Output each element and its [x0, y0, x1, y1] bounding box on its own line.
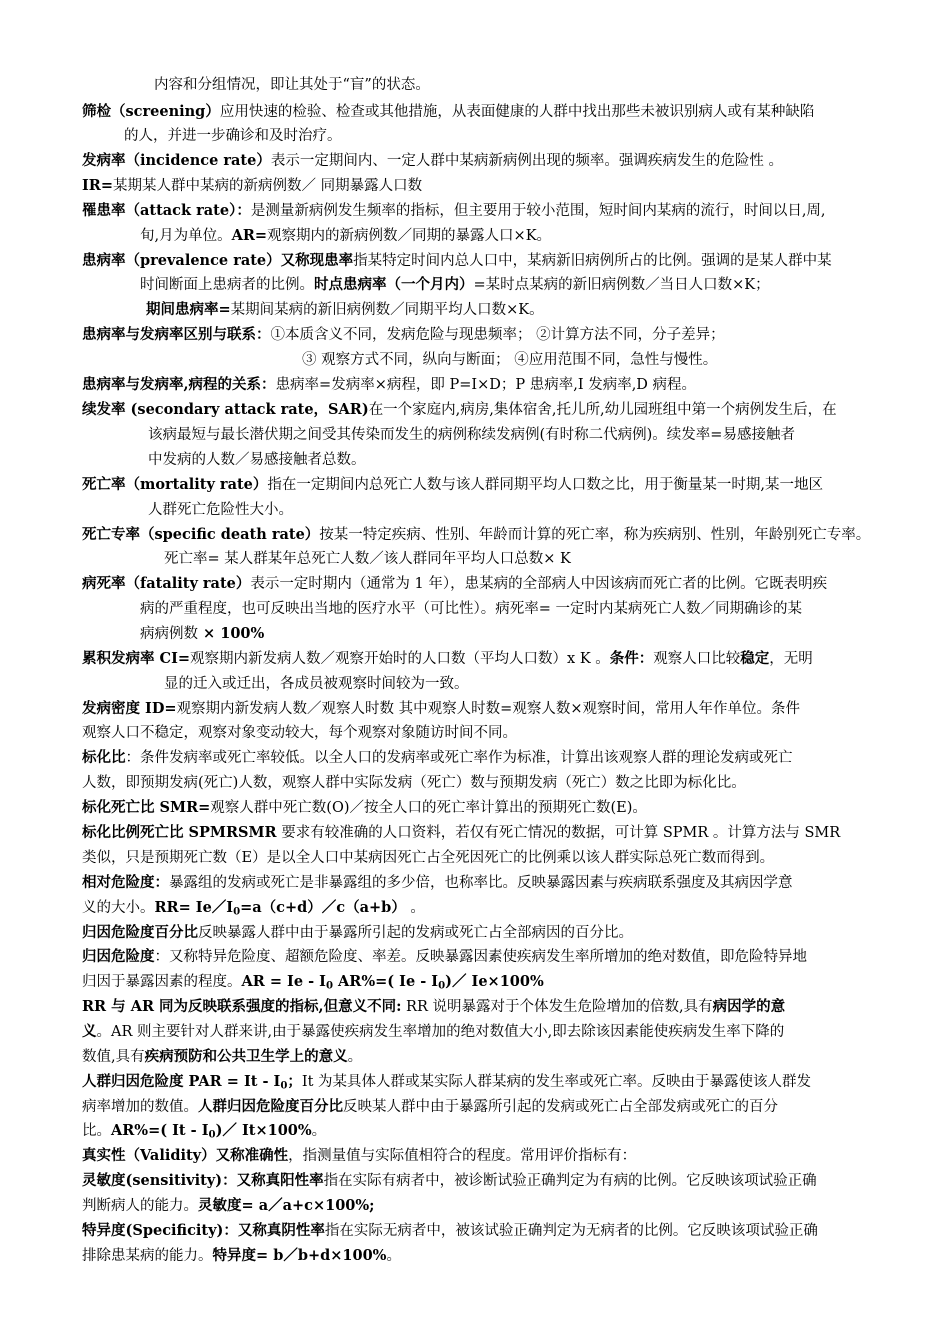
bold-term: 真实性（Validity）又称准确性 — [82, 1147, 289, 1164]
text-line — [140, 625, 950, 643]
text-run: 指在实际无病者中，被该试验正确判定为无病者的比例。它反映该项试验正确 — [324, 1223, 818, 1239]
text-run: 某期某人群中某病的新病例数／ 同期暴露人口数 — [112, 178, 423, 194]
text-run: 表示一定时期内（通常为 1 年），患某病的全部病人中因该病而死亡者的比例。它既表明疾 — [250, 576, 828, 592]
subscript: 0 — [280, 1079, 288, 1091]
text-run: 死亡率= 某人群某年总死亡人数／该人群同年平均人口总数× K — [164, 551, 571, 567]
text-run: 指某特定时间内总人口中，某病新旧病例所占的比例。强调的是某人群中某 — [353, 253, 832, 269]
text-run: 归因于暴露因素的程度。 — [82, 974, 242, 990]
text-line — [82, 774, 912, 792]
text-run: ，无明 — [769, 651, 813, 667]
text-run: 反映暴露人群中由于暴露所引起的发病或死亡占全部病因的百分比。 — [198, 925, 633, 941]
bold-term: 续发率 (secondary attack rate，SAR) — [82, 401, 369, 418]
text-line — [82, 202, 912, 220]
text-run: 的人，并进一步确诊和及时治疗。 — [124, 128, 342, 144]
text-run: 人数，即预期发病(死亡)人数，观察人群中实际发病（死亡）数与预期发病（死亡）数之比即为标化比。 — [82, 775, 746, 791]
bold-term: 人群归因危险度 PAR = It - I — [82, 1073, 281, 1090]
text-run: 指在实际有病者中，被诊断试验正确判定为有病的比例。它反映该项试验正确 — [323, 1173, 817, 1189]
text-line — [82, 1073, 912, 1091]
text-line — [82, 924, 912, 942]
text-line — [82, 1122, 912, 1140]
text-run: ③ 观察方式不同，纵向与断面； ④应用范围不同，急性与慢性。 — [302, 352, 718, 368]
bold-term: 稳定 — [740, 650, 770, 667]
text-run: ①本质含义不同，发病危险与现患频率； ②计算方法不同，分子差异； — [270, 327, 725, 343]
text-line — [82, 1023, 912, 1041]
text-run: 观察期内新发病人数／观察人时数 其中观察人时数=观察人数×观察时间，常用人年作单位。条件 — [176, 701, 800, 717]
text-line — [124, 127, 950, 145]
text-line — [140, 600, 950, 618]
text-line — [148, 451, 950, 469]
text-run: 表示一定期间内、一定人群中某病新病例出现的频率。强调疾病发生的危险性 。 — [270, 153, 783, 169]
bold-term: 人群归因危险度百分比 — [198, 1098, 343, 1115]
text-line — [302, 351, 950, 369]
text-run: 排除患某病的能力。 — [82, 1248, 213, 1264]
text-run: 该病最短与最长潜伏期之间受其传染而发生的病例称续发病例(有时称二代病例)。续发率=易感接触者 — [148, 427, 795, 443]
text-line — [82, 899, 912, 917]
bold-term: RR= Ie／I — [154, 899, 234, 916]
bold-term: 死亡专率（specific death rate） — [82, 526, 320, 543]
bold-term: 特异度= b／b+d×100% — [212, 1247, 387, 1264]
bold-term: )／ It×100% — [215, 1122, 312, 1139]
bold-term: 疾病预防和公共卫生学上的意义 — [144, 1048, 348, 1065]
bold-term: RR 与 AR 同为反映联系强度的指标,但意义不同: — [82, 998, 402, 1015]
text-run: 按某一特定疾病、性别、年龄而计算的死亡率，称为疾病别、性别，年龄别死亡专率。 — [319, 527, 871, 543]
text-line — [140, 276, 950, 294]
text-run: 类似，只是预期死亡数（E）是以全人口中某病因死亡占全死因死亡的比例乘以该人群实际总死亡数而得到。 — [82, 850, 775, 866]
text-line — [82, 376, 912, 394]
bold-term: 发病密度 ID= — [82, 700, 177, 717]
text-line — [148, 501, 950, 519]
text-run: 人群死亡危险性大小。 — [148, 502, 293, 518]
bold-term: 标化死亡比 SMR= — [82, 799, 211, 816]
bold-term: 特异度(Specificity)：又称真阴性率 — [82, 1222, 325, 1239]
text-run: 比。 — [82, 1123, 111, 1139]
text-line — [140, 227, 950, 245]
text-run: 观察期内的新病例数／同期的暴露人口×K。 — [267, 228, 552, 244]
bold-term: 死亡率（mortality rate） — [82, 476, 268, 493]
text-line — [82, 401, 912, 419]
subscript: 0 — [208, 1128, 216, 1140]
text-run: ：条件发病率或死亡率较低。以全人口的发病率或死亡率作为标准，计算出该观察人群的理论发病或死亡 — [125, 750, 793, 766]
text-run: 义的大小。 — [82, 900, 155, 916]
bold-term: IR= — [82, 177, 113, 194]
bold-term: 标化比 — [82, 749, 126, 766]
subscript: 0 — [438, 979, 446, 991]
bold-term: 标化比例死亡比 SPMRSMR — [82, 824, 277, 841]
text-line — [82, 650, 912, 668]
text-run: 显的迁入或迁出，各成员被观察时间较为一致。 — [164, 676, 469, 692]
text-run: 观察人群中死亡数(O)／按全人口的死亡率计算出的预期死亡数(E)。 — [210, 800, 647, 816]
bold-term: AR= — [231, 227, 268, 244]
text-run: 病率增加的数值。 — [82, 1099, 198, 1115]
text-line — [164, 550, 950, 568]
text-run: ：又称特异危险度、超额危险度、率差。反映暴露因素使疾病发生率所增加的绝对数值，即危险特异地 — [154, 949, 807, 965]
text-run: 。 — [311, 1123, 327, 1139]
text-run: 病病例数 — [140, 626, 198, 642]
text-line — [82, 1197, 912, 1215]
text-run: 观察人口比较 — [653, 651, 741, 667]
bold-term: AR = Ie - I — [241, 973, 326, 990]
text-line — [82, 799, 912, 817]
text-line — [82, 724, 912, 742]
text-line — [82, 1172, 912, 1190]
bold-term: 条件： — [609, 650, 654, 667]
bold-term: 灵敏度(sensitivity)：又称真阳性率 — [82, 1172, 324, 1189]
bold-term: )／ Ie×100% — [445, 973, 544, 990]
text-run: 旬,月为单位。 — [140, 228, 232, 244]
bold-term: =a（c+d）／c（a+b） — [240, 899, 406, 916]
text-run: 中发病的人数／易感接触者总数。 — [148, 452, 366, 468]
text-line — [148, 426, 950, 444]
bold-term: 发病率（incidence rate） — [82, 152, 271, 169]
text-run: It 为某具体人群或某实际人群某病的发生率或死亡率。反映由于暴露使该人群发 — [301, 1074, 812, 1090]
text-run: 。 — [405, 900, 425, 916]
bold-term: AR%=( Ie - I — [333, 973, 439, 990]
text-run: RR 说明暴露对于个体发生危险增加的倍数,具有 — [401, 999, 713, 1015]
text-run: 时间断面上患病者的比例。 — [140, 277, 314, 293]
text-line — [154, 76, 950, 94]
bold-term: 灵敏度= a／a+c×100%; — [198, 1197, 375, 1214]
bold-term: 病因学的意 — [712, 998, 786, 1015]
bold-term: 病死率（fatality rate） — [82, 575, 251, 592]
bold-term: 期间患病率= — [146, 301, 231, 318]
bold-term: 患病率（prevalence rate）又称现患率 — [82, 252, 354, 269]
bold-term: 时点患病率（一个月内） — [314, 276, 474, 293]
text-run: 某期间某病的新旧病例数／同期平均人口数×K。 — [230, 302, 544, 318]
text-line — [82, 700, 912, 718]
text-line — [82, 575, 912, 593]
text-line — [82, 526, 912, 544]
text-line — [82, 973, 912, 991]
text-run: 数值,具有 — [82, 1049, 145, 1065]
text-line — [82, 1147, 912, 1165]
text-run: 内容和分组情况，即让其处于“盲”的状态。 — [154, 77, 430, 93]
text-run: 在一个家庭内,病房,集体宿舍,托儿所,幼儿园班组中第一个病例发生后，在 — [368, 402, 837, 418]
text-line — [82, 1048, 912, 1066]
text-line — [82, 326, 912, 344]
bold-term: 相对危险度： — [82, 874, 169, 891]
text-line — [82, 1222, 912, 1240]
bold-term: ； — [287, 1073, 302, 1090]
text-run: 反映某人群中由于暴露所引起的发病或死亡占全部发病或死亡的百分 — [343, 1099, 778, 1115]
bold-term: 累积发病率 CI= — [82, 650, 191, 667]
text-run: 应用快速的检验、检查或其他措施，从表面健康的人群中找出那些未被识别病人或有某种缺陷 — [219, 104, 815, 120]
text-line — [82, 849, 912, 867]
text-run: 暴露组的发病或死亡是非暴露组的多少倍，也称率比。反映暴露因素与疾病联系强度及其病因学意 — [169, 875, 793, 891]
bold-term: AR%=( It - I — [111, 1122, 209, 1139]
text-line — [82, 252, 912, 270]
text-line — [82, 749, 912, 767]
text-run: 。 — [386, 1248, 401, 1264]
bold-term: 患病率与发病率区别与联系： — [82, 326, 271, 343]
text-run: 要求有较准确的人口资料，若仅有死亡情况的数据，可计算 SPMR 。计算方法与 SMR — [276, 825, 841, 841]
text-line — [82, 152, 912, 170]
bold-term: 归因危险度百分比 — [82, 924, 198, 941]
text-line — [82, 874, 912, 892]
bold-term: 义 — [82, 1023, 97, 1040]
bold-term: × 100% — [198, 625, 265, 642]
bold-term: 罹患率（attack rate）： — [82, 202, 251, 219]
bold-term: 筛检（screening） — [82, 103, 220, 120]
bold-term: 归因危险度 — [82, 948, 155, 965]
text-run: 。 — [347, 1049, 363, 1065]
subscript: 0 — [325, 979, 333, 991]
text-line — [82, 476, 912, 494]
text-run: =某时点某病的新旧病例数／当日人口数×K； — [473, 277, 770, 293]
text-run: ，指测量值与实际值相符合的程度。常用评价指标有： — [288, 1148, 637, 1164]
text-line — [82, 998, 912, 1016]
text-line — [82, 824, 912, 842]
text-line — [82, 177, 912, 195]
subscript: 0 — [233, 905, 241, 917]
text-line — [82, 103, 912, 121]
text-run: 观察期内新发病人数／观察开始时的人口数（平均人口数）x K 。 — [190, 651, 610, 667]
text-run: 是测量新病例发生频率的指标，但主要用于较小范围，短时间内某病的流行，时间以日,周, — [250, 203, 826, 219]
text-line — [82, 1247, 912, 1265]
text-line — [82, 948, 912, 966]
text-run: 病的严重程度，也可反映出当地的医疗水平（可比性）。病死率= 一定时内某病死亡人数／同期确诊的某 — [140, 601, 803, 617]
text-line — [164, 675, 950, 693]
text-run: 判断病人的能力。 — [82, 1198, 198, 1214]
text-run: 患病率=发病率×病程，即 P=I×D；P 患病率,I 发病率,D 病程。 — [275, 377, 697, 393]
text-line — [82, 1098, 912, 1116]
text-line — [146, 301, 950, 319]
text-run: 指在一定期间内总死亡人数与该人群同期平均人口数之比，用于衡量某一时期,某一地区 — [267, 477, 824, 493]
text-run: 观察人口不稳定，观察对象变动较大，每个观察对象随访时间不同。 — [82, 725, 517, 741]
text-run: 。AR 则主要针对人群来讲,由于暴露使疾病发生率增加的绝对数值大小,即去除该因素能使疾病发生率下降的 — [96, 1024, 785, 1040]
bold-term: 患病率与发病率,病程的关系： — [82, 376, 276, 393]
